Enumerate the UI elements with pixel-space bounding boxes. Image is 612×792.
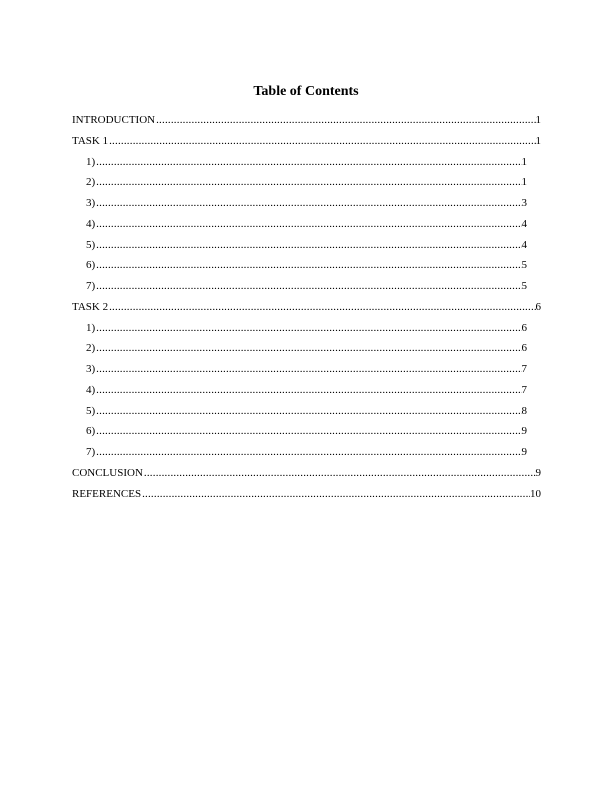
toc-dot-leader [96,217,521,231]
toc-entry-page-number: 8 [521,404,527,417]
toc-entry-page-number: 4 [521,217,527,230]
toc-entry[interactable] [86,362,527,383]
toc-entry[interactable] [86,238,527,259]
toc-dot-leader [96,341,521,355]
toc-entry-label: 5) [86,238,96,251]
toc-dot-leader [96,175,521,189]
toc-entry-label: 4) [86,217,96,230]
toc-entry-page-number: 9 [521,446,527,458]
toc-entry-page-number: 1 [521,155,527,168]
toc-entry-label: 2) [86,176,96,189]
toc-dot-leader [96,424,521,438]
toc-entry-page-number: 5 [521,259,527,272]
toc-entry-page-number: 9 [521,425,527,438]
toc-entry-label: 7) [86,280,96,292]
toc-entry-label: TASK 1 [72,134,109,147]
toc-entry[interactable] [72,487,541,508]
toc-entry[interactable] [86,217,527,238]
toc-dot-leader [96,258,521,272]
toc-entry[interactable] [86,258,527,279]
toc-dot-leader [109,134,535,148]
toc-entry-label: 7) [86,446,96,458]
toc-entry-label: 6) [86,425,96,438]
toc-dot-leader [156,113,535,127]
toc-entry[interactable] [86,196,527,217]
toc-entry-page-number: 4 [521,238,527,251]
toc-entry-page-number: 1 [521,176,527,189]
toc-entry[interactable] [86,155,527,176]
toc-entry-label: 1) [86,321,96,334]
toc-entry-page-number: 7 [521,383,527,396]
toc-entry-label: 5) [86,404,96,417]
toc-title: Table of Contents [253,84,359,99]
toc-dot-leader [109,300,535,314]
toc-entry-label: 1) [86,155,96,168]
toc-entry-page-number: 5 [521,280,527,292]
toc-dot-leader [142,487,530,501]
toc-entry[interactable] [72,134,541,155]
toc-entry[interactable] [72,466,541,487]
toc-entry-label: CONCLUSION [72,466,143,479]
toc-entry[interactable] [86,383,527,404]
toc-entry-label: 2) [86,342,96,355]
toc-dot-leader [96,445,521,459]
toc-entry-label: 6) [86,259,96,272]
toc-entry-page-number: 6 [521,321,527,334]
toc-list [72,113,542,507]
toc-dot-leader [96,196,521,210]
toc-entry-page-number: 1 [535,114,541,126]
toc-entry-page-number: 3 [521,197,527,209]
toc-entry-page-number: 10 [530,487,541,500]
toc-entry-label: INTRODUCTION [72,114,156,126]
toc-dot-leader [96,155,521,169]
toc-dot-leader [96,362,521,376]
toc-entry-label: 3) [86,363,96,375]
toc-dot-leader [96,383,521,397]
toc-dot-leader [96,321,521,335]
toc-dot-leader [96,238,521,252]
toc-entry-page-number: 6 [521,342,527,355]
toc-entry[interactable] [86,341,527,362]
toc-dot-leader [96,404,521,418]
toc-entry[interactable] [86,175,527,196]
toc-entry[interactable] [86,404,527,425]
toc-dot-leader [96,279,521,293]
toc-entry-page-number: 7 [521,363,527,375]
toc-entry[interactable] [86,424,527,445]
toc-entry[interactable] [86,279,527,300]
toc-entry-label: 3) [86,197,96,209]
toc-entry-label: 4) [86,383,96,396]
toc-entry-label: TASK 2 [72,300,109,313]
toc-entry[interactable] [72,113,541,134]
toc-entry[interactable] [86,445,527,466]
toc-entry-page-number: 6 [535,300,541,313]
toc-entry-label: REFERENCES [72,487,142,500]
toc-entry-page-number: 1 [535,134,541,147]
toc-entry-page-number: 9 [535,466,541,479]
toc-dot-leader [144,466,536,480]
toc-entry[interactable] [86,321,527,342]
toc-entry[interactable] [72,300,541,321]
